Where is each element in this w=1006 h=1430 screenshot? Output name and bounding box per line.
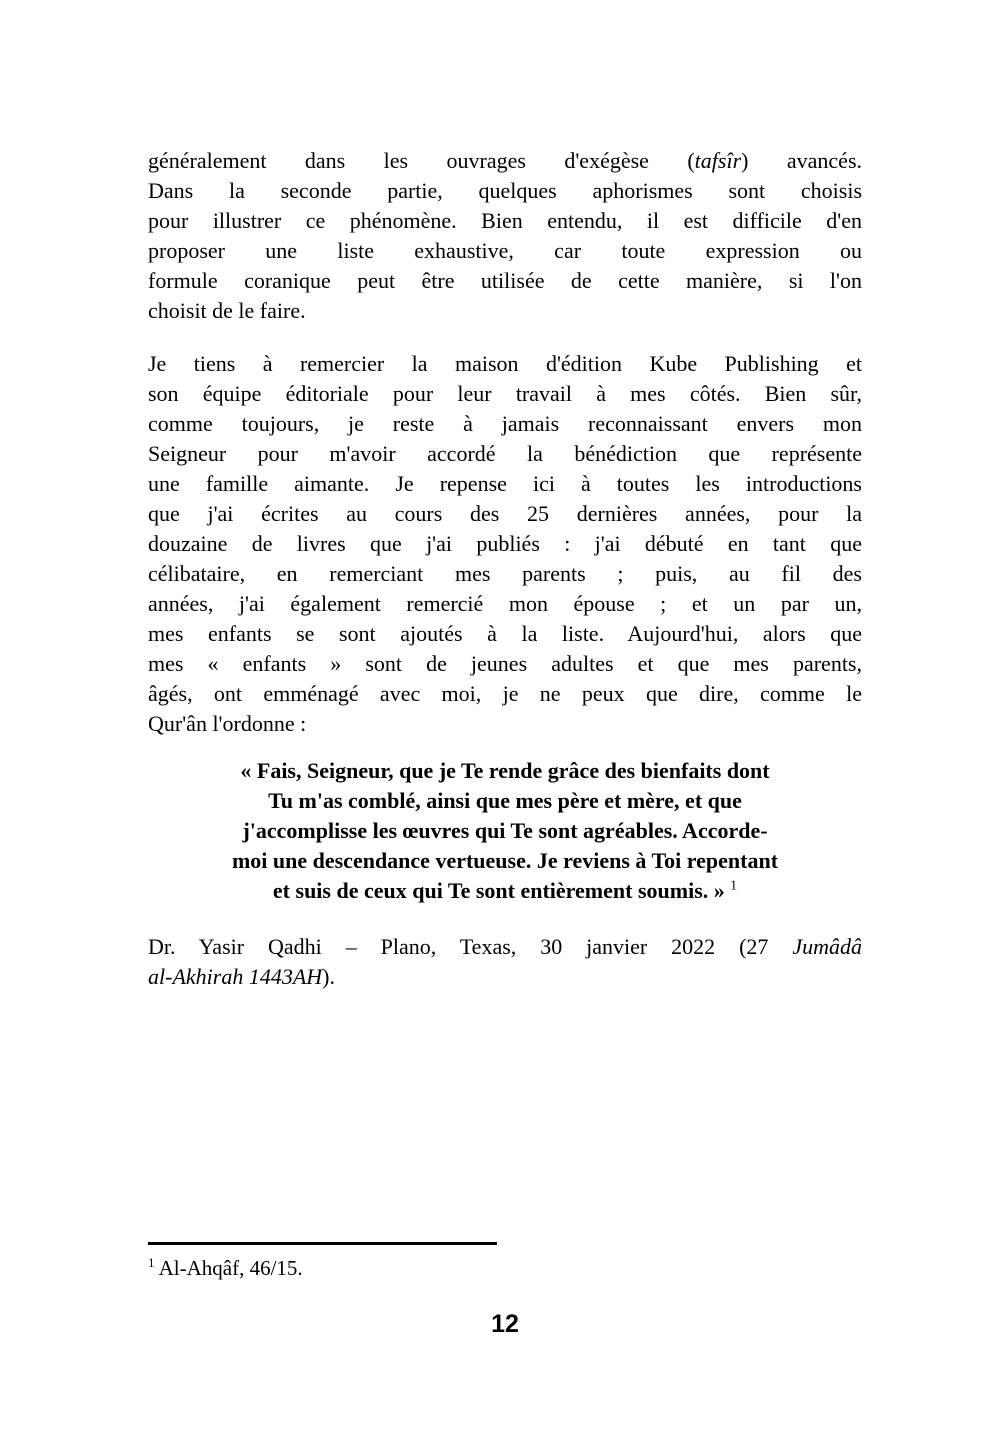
page-number: 12 — [491, 1310, 519, 1338]
quran-quote: « Fais, Seigneur, que je Te rende grâce des bienfaits dont Tu m'as comblé, ainsi que mes père et mère, et que j'accomplisse les œuvres qui Te sont agréables. Accorde- moi une descendance vertueuse. Je reviens à Toi repentant et suis de ceux qui Te sont entièrement soumis. » $^1$ — [231, 758, 779, 903]
main-text — [148, 146, 862, 992]
footnote-1: $^1$ Al-Ahqâf, 46/15. — [148, 1255, 303, 1280]
paragraph-intro: généralement dans les ouvrages d'exégèse (tafsîr) avancés. Dans la seconde partie, quelques aphorismes sont choisis pour illustrer ce phénomène. Bien entendu, il est difficile d'en proposer une liste exhaustive, car toute expression ou formule coranique peut être utilisée de cette manière, si l'on choisit de le faire. — [148, 148, 863, 323]
footnote-block — [148, 1242, 862, 1282]
signature: Dr. Yasir Qadhi – Plano, Texas, 30 janvier 2022 (27 Jumâdâ al-Akhirah 1443AH). — [148, 934, 862, 989]
footnote-separator — [148, 1242, 497, 1245]
paragraph-acknowledgements: Je tiens à remercier la maison d'édition Kube Publishing et son équipe éditoriale pour leur travail à mes côtés. Bien sûr, comme toujours, je reste à jamais reconnaissant envers mon Seigneur pour m'avoir accordé la bénédiction que représente une famille aimante. Je repense ici à toutes les introductions que j'ai écrites au cours des 25 dernières années, pour la douzaine de livres que j'ai publiés : j'ai débuté en tant que célibataire, en remerciant mes parents ; puis, au fil des années, j'ai également remercié mon épouse ; et un par un, mes enfants se sont ajoutés à la liste. Aujourd'hui, alors que mes « enfants » sont de jeunes adultes et que mes parents, âgés, ont emménagé avec moi, je ne peux que dire, comme le Qur'ân l'ordonne : — [148, 351, 862, 736]
